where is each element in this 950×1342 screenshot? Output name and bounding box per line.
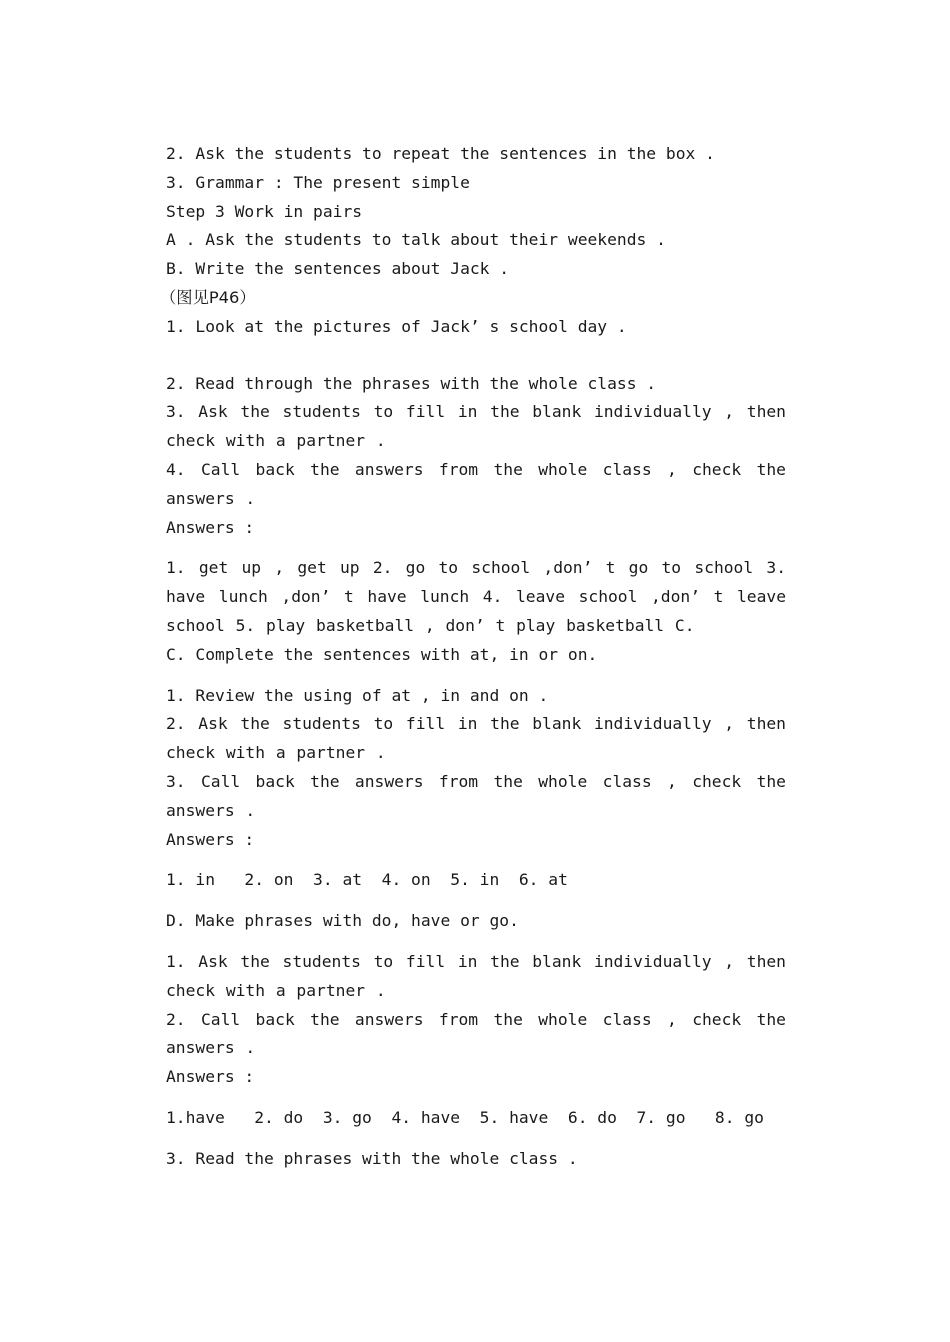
task-c: C. Complete the sentences with at, in or on. [166, 644, 598, 664]
step-item: 1. Look at the pictures of Jack’ s school day . [166, 316, 627, 336]
step-item: 4. Call back the answers from the whole class , check the answers . [166, 459, 786, 508]
step-item: 3. Read the phrases with the whole class . [166, 1148, 578, 1168]
answers-list: 1. get up , get up 2. go to school ,don’ t go to school 3. have lunch ,don’ t have lunch 4. leave school ,don’ t leave school 5. play basketball , don’ t play basketball C. [166, 558, 786, 635]
blank-gap [166, 542, 786, 554]
blank-gap [166, 1133, 786, 1145]
answers-label: Answers : [166, 1067, 255, 1087]
step-item: 3. Ask the students to fill in the blank individually , then check with a partner . [166, 402, 786, 451]
answers-list: 1. in 2. on 3. at 4. on 5. in 6. at [166, 870, 568, 890]
task-a: A . Ask the students to talk about their weekends . [166, 230, 666, 250]
task-d: D. Make phrases with do, have or go. [166, 911, 519, 931]
blank-gap [166, 342, 786, 370]
blank-gap [166, 895, 786, 907]
answers-label: Answers : [166, 829, 255, 849]
blank-gap [166, 936, 786, 948]
step-item: 2. Read through the phrases with the whole class . [166, 373, 657, 393]
step-item: 1. Review the using of at , in and on . [166, 685, 549, 705]
step-heading: Step 3 Work in pairs [166, 201, 363, 221]
step-item: 2. Ask the students to fill in the blank individually , then check with a partner . [166, 714, 786, 763]
document-body [160, 140, 786, 1174]
step-item: 2. Call back the answers from the whole class , check the answers . [166, 1009, 786, 1058]
figure-reference: （图见P46） [160, 287, 256, 307]
step-item: 1. Ask the students to fill in the blank individually , then check with a partner . [166, 951, 786, 1000]
task-b: B. Write the sentences about Jack . [166, 259, 510, 279]
answers-label: Answers : [166, 517, 255, 537]
blank-gap [166, 670, 786, 682]
step-item: 2. Ask the students to repeat the sentences in the box . [166, 144, 715, 163]
step-item: 3. Call back the answers from the whole class , check the answers . [166, 771, 786, 820]
grammar-heading: 3. Grammar : The present simple [166, 172, 470, 192]
blank-gap [166, 854, 786, 866]
blank-gap [166, 1092, 786, 1104]
answers-list: 1.have 2. do 3. go 4. have 5. have 6. do 7. go 8. go [166, 1107, 764, 1127]
